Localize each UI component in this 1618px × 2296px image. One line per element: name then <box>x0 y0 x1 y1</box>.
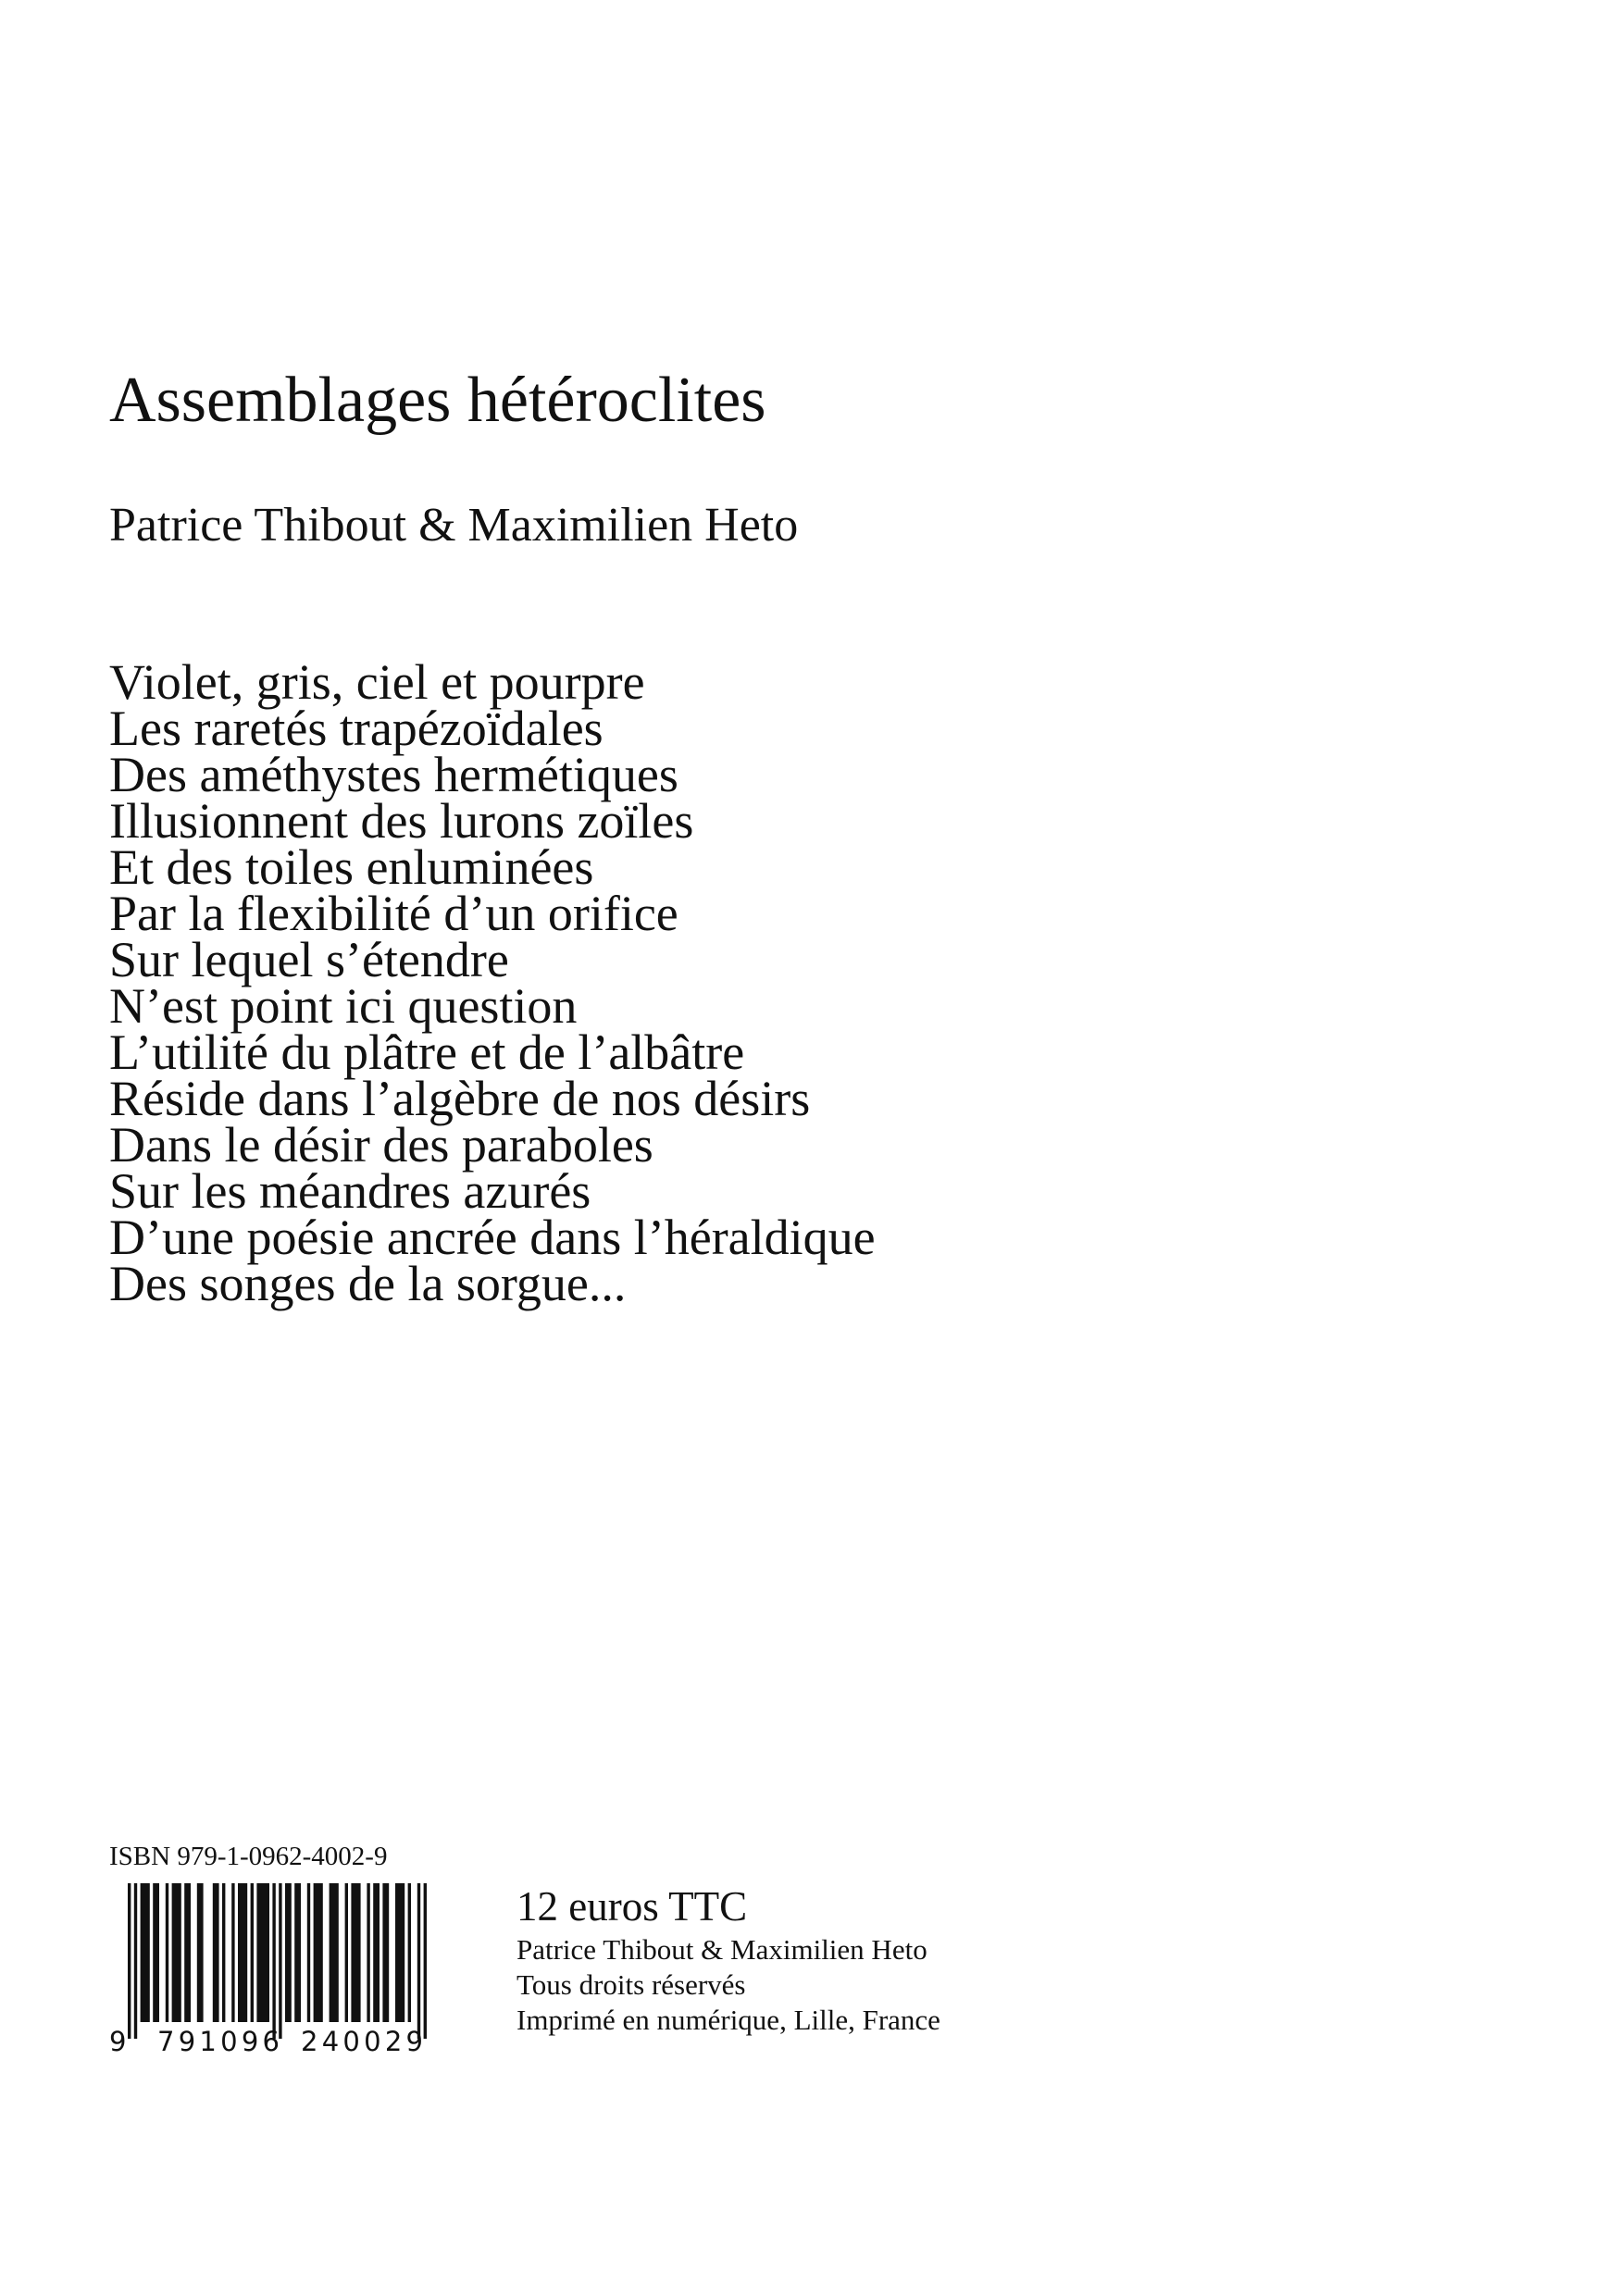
barcode-bar <box>197 1883 204 2022</box>
poem-line: Et des toiles enluminées <box>109 839 594 895</box>
barcode-bar <box>314 1883 323 2022</box>
poem-line: Par la flexibilité d’un orifice <box>109 886 678 941</box>
poem-line: N’est point ici question <box>109 978 578 1034</box>
barcode-right-digits: 240029 <box>301 2026 423 2057</box>
copyright-holders: Patrice Thibout & Maximilien Heto <box>517 1933 927 1966</box>
barcode-bar <box>351 1883 360 2022</box>
barcode-guard-bar <box>417 1883 420 2039</box>
poem-line: Les raretés trapézoïdales <box>109 701 604 756</box>
poem-line: Sur lequel s’étendre <box>109 932 509 987</box>
barcode-guard-bar <box>134 1883 137 2039</box>
barcode-bar <box>256 1883 269 2022</box>
barcode-bar <box>213 1883 219 2022</box>
poem-line: Dans le désir des paraboles <box>109 1117 653 1173</box>
barcode-guard-bar <box>424 1883 427 2039</box>
rights-notice: Tous droits réservés <box>517 1968 746 2001</box>
barcode-bar <box>172 1883 181 2022</box>
barcode-bar <box>153 1883 159 2022</box>
publication-info <box>517 1883 940 2038</box>
barcode-first-digit: 9 <box>109 2026 127 2057</box>
barcode-bar <box>285 1883 292 2022</box>
barcode-guard-bar <box>128 1883 131 2039</box>
poem-line: L’utilité du plâtre et de l’albâtre <box>109 1024 745 1080</box>
barcode-left-digits: 791096 <box>157 2026 280 2057</box>
barcode-bars <box>128 1883 427 2039</box>
barcode-bar <box>382 1883 389 2022</box>
barcode-bar <box>345 1883 348 2022</box>
barcode-bar <box>367 1883 369 2022</box>
barcode-bar <box>231 1883 234 2022</box>
poem-line: Des songes de la sorgue... <box>109 1256 627 1311</box>
barcode-bar <box>166 1883 168 2022</box>
poem-line: Illusionnent des lurons zoïles <box>109 793 694 849</box>
isbn-label: ISBN 979-1-0962-4002-9 <box>109 1842 388 1871</box>
barcode-bar <box>238 1883 247 2022</box>
poem-line: Violet, gris, ciel et pourpre <box>109 654 645 710</box>
barcode-bar <box>408 1883 411 2022</box>
barcode-bar <box>307 1883 310 2022</box>
book-authors: Patrice Thibout & Maximilien Heto <box>109 499 799 552</box>
poem-line: Sur les méandres azurés <box>109 1163 591 1219</box>
printing-notice: Imprimé en numérique, Lille, France <box>517 2004 940 2036</box>
barcode-bar <box>395 1883 404 2022</box>
barcode <box>104 1881 455 2057</box>
barcode-bar <box>141 1883 150 2022</box>
poem-line: Des améthystes hermétiques <box>109 747 678 802</box>
price: 12 euros TTC <box>517 1883 748 1930</box>
barcode-bar <box>222 1883 225 2022</box>
barcode-image <box>104 1881 455 2057</box>
barcode-guard-bar <box>272 1883 275 2039</box>
book-title: Assemblages hétéroclites <box>109 365 766 436</box>
poem-line: D’une poésie ancrée dans l’héraldique <box>109 1210 876 1265</box>
barcode-bar <box>184 1883 191 2022</box>
barcode-bar <box>330 1883 339 2022</box>
barcode-guard-bar <box>279 1883 281 2039</box>
barcode-bar <box>294 1883 301 2022</box>
barcode-bar <box>251 1883 254 2022</box>
poem <box>109 654 876 1311</box>
poem-line: Réside dans l’algèbre de nos désirs <box>109 1071 811 1126</box>
barcode-bar <box>373 1883 380 2022</box>
